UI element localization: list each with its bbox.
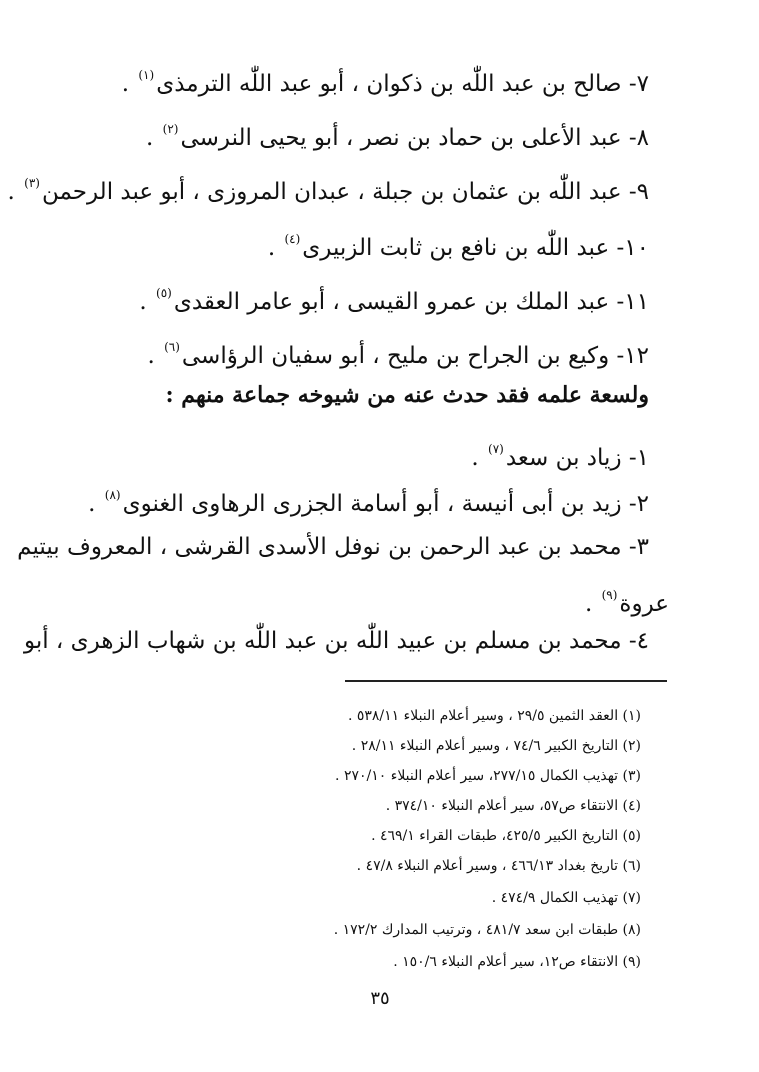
list-item: ٤- محمد بن مسلم بن عبيد اللّٰه بن عبد اللّٰه بن شهاب الزهرى ، أبو	[23, 628, 649, 654]
footnote-ref: (٦)	[164, 340, 180, 354]
list-item: ٣- محمد بن عبد الرحمن بن نوفل الأسدى القرشى ، المعروف بيتيم	[17, 534, 649, 560]
list-item: ١٢- وكيع بن الجراح بن مليح ، أبو سفيان الرؤاسى$^{(٦)}$ .	[147, 340, 649, 369]
footnote-ref: (٤)	[284, 232, 301, 246]
footnote-ref: (٣)	[24, 176, 40, 190]
footnote: (٣) تهذيب الكمال ٢٧٧/١٥، سير أعلام النبلاء ٢٧٠/١٠ .	[335, 768, 641, 784]
footnote: (١) العقد الثمين ٢٩/٥ ، وسير أعلام النبلاء ٥٣٨/١١ .	[347, 708, 641, 724]
list-item: ٩- عبد اللّٰه بن عثمان بن جبلة ، عبدان المروزى ، أبو عبد الرحمن$^{(٣)}$ .	[7, 176, 649, 205]
footnote: (٨) طبقات ابن سعد ٤٨١/٧ ، وترتيب المدارك ١٧٢/٢ .	[333, 922, 641, 938]
list-item-continuation: عروة$^{(٩)}$ .	[584, 588, 669, 617]
footnote: (٧) تهذيب الكمال ٤٧٤/٩ .	[491, 890, 641, 906]
list-item: ٨- عبد الأعلى بن حماد بن نصر ، أبو يحيى النرسى$^{(٢)}$ .	[146, 122, 649, 151]
footnote: (٤) الانتقاء ص٥٧، سير أعلام النبلاء ٣٧٤/١٠ .	[385, 798, 641, 814]
footnote: (٥) التاريخ الكبير ٤٢٥/٥، طبقات القراء ٤٦٩/١ .	[371, 828, 641, 844]
list-item: ٢- زيد بن أبى أنيسة ، أبو أسامة الجزرى الرهاوى الغنوى$^{(٨)}$ .	[88, 488, 649, 517]
section-heading: ولسعة علمه فقد حدث عنه من شيوخه جماعة منهم :	[165, 382, 649, 408]
list-item: ١٠- عبد اللّٰه بن نافع بن ثابت الزبيرى$^{(٤)}$ .	[267, 232, 649, 261]
footnote-ref: (٥)	[156, 286, 172, 300]
footnote: (٢) التاريخ الكبير ٧٤/٦ ، وسير أعلام النبلاء ٢٨/١١ .	[351, 738, 641, 754]
list-item: ١- زياد بن سعد$^{(٧)}$ .	[471, 442, 649, 471]
footnote: (٦) تاريخ بغداد ٤٦٦/١٣ ، وسير أعلام النبلاء ٤٧/٨ .	[356, 858, 641, 874]
page-number: ٣٥	[370, 988, 390, 1009]
list-item: ٧- صالح بن عبد اللّٰه بن ذكوان ، أبو عبد اللّٰه الترمذى$^{(١)}$ .	[121, 68, 649, 97]
footnote-ref: (٩)	[601, 588, 618, 602]
footnote-separator	[345, 680, 667, 682]
footnote-ref: (٨)	[104, 488, 121, 502]
footnote-ref: (٧)	[488, 442, 504, 456]
footnote-ref: (٢)	[162, 122, 179, 136]
footnote-ref: (١)	[138, 68, 155, 82]
footnote: (٩) الانتقاء ص١٢، سير أعلام النبلاء ١٥٠/٦ .	[393, 954, 641, 970]
list-item: ١١- عبد الملك بن عمرو القيسى ، أبو عامر العقدى$^{(٥)}$ .	[139, 286, 649, 315]
